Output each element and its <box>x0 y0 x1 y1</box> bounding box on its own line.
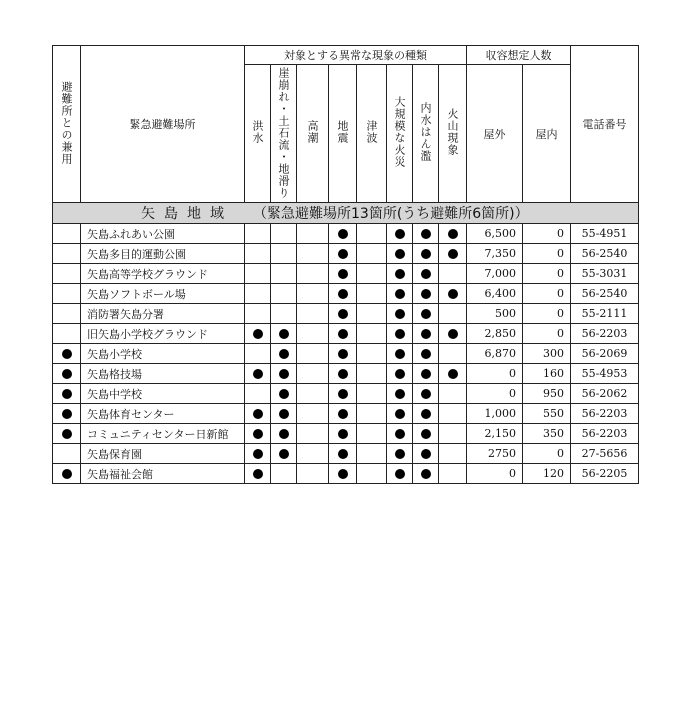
marker-dot <box>338 269 348 279</box>
hazard-cell <box>329 244 357 264</box>
marker-dot <box>395 409 405 419</box>
marker-dot <box>421 349 431 359</box>
marker-dot <box>421 429 431 439</box>
hazard-cell <box>245 264 271 284</box>
hazard-cell <box>271 404 297 424</box>
hazard-cell <box>297 224 329 244</box>
outdoor-header: 屋外 <box>467 65 523 203</box>
hazard-cell <box>271 364 297 384</box>
site-name: 矢島中学校 <box>81 384 245 404</box>
hazard-cell <box>271 264 297 284</box>
hazard-cell <box>271 304 297 324</box>
hazard-cell <box>329 324 357 344</box>
hazard-cell <box>329 344 357 364</box>
hazard-cell <box>271 284 297 304</box>
hazard-cell <box>439 324 467 344</box>
hazard-cell <box>245 384 271 404</box>
site-name: 消防署矢島分署 <box>81 304 245 324</box>
marker-dot <box>62 389 72 399</box>
indoor-capacity: 300 <box>523 344 571 364</box>
marker-dot <box>253 449 263 459</box>
table-row <box>53 324 639 344</box>
hazard-cell <box>387 344 413 364</box>
hazard-cell <box>439 224 467 244</box>
marker-dot <box>395 469 405 479</box>
marker-dot <box>448 369 458 379</box>
hazard-cell <box>439 404 467 424</box>
marker-dot <box>395 289 405 299</box>
hazard-cell <box>329 404 357 424</box>
hazard-cell <box>245 344 271 364</box>
hazard-cell <box>387 404 413 424</box>
marker-dot <box>395 369 405 379</box>
site-name: 矢島福祉会館 <box>81 464 245 484</box>
hazard-cell <box>413 244 439 264</box>
site-name: 矢島体育センター <box>81 404 245 424</box>
phone-number: 56-2540 <box>571 244 639 264</box>
hazard-cell <box>439 344 467 364</box>
hazard-cell <box>413 264 439 284</box>
hazard-cell <box>297 284 329 304</box>
hazard-cell <box>329 464 357 484</box>
hazard-cell <box>357 244 387 264</box>
region-row <box>53 203 639 224</box>
marker-dot <box>62 369 72 379</box>
outdoor-capacity: 7,350 <box>467 244 523 264</box>
marker-dot <box>421 289 431 299</box>
hazard-cell <box>245 444 271 464</box>
marker-dot <box>279 369 289 379</box>
marker-dot <box>395 329 405 339</box>
phone-number: 56-2203 <box>571 424 639 444</box>
hazard-cell <box>297 304 329 324</box>
hazard-cell <box>245 304 271 324</box>
site-name: 矢島多目的運動公園 <box>81 244 245 264</box>
phone-number: 56-2205 <box>571 464 639 484</box>
hazard-cell <box>329 264 357 284</box>
hazard-cell <box>271 224 297 244</box>
indoor-capacity: 120 <box>523 464 571 484</box>
hazard-cell <box>387 304 413 324</box>
phone-header: 電話番号 <box>571 46 639 203</box>
hazard-cell <box>387 284 413 304</box>
marker-dot <box>338 389 348 399</box>
hazard-cell <box>357 424 387 444</box>
hazard-cell <box>439 364 467 384</box>
hazard-cell <box>413 304 439 324</box>
table-row <box>53 344 639 364</box>
hazard-cell <box>413 284 439 304</box>
hazard-cell <box>357 284 387 304</box>
shared-shelter-cell <box>53 424 81 444</box>
shared-shelter-header: 避難所との兼用 <box>53 46 81 203</box>
phone-number: 56-2203 <box>571 404 639 424</box>
marker-dot <box>279 429 289 439</box>
hazard-cell <box>297 244 329 264</box>
hazard-cell <box>413 384 439 404</box>
hazard-cell <box>245 464 271 484</box>
table-row <box>53 424 639 444</box>
table-row <box>53 464 639 484</box>
marker-dot <box>421 469 431 479</box>
marker-dot <box>448 329 458 339</box>
shared-shelter-cell <box>53 264 81 284</box>
phone-number: 56-2069 <box>571 344 639 364</box>
marker-dot <box>279 349 289 359</box>
marker-dot <box>279 449 289 459</box>
marker-dot <box>253 469 263 479</box>
hazard-cell <box>329 224 357 244</box>
phone-number: 55-2111 <box>571 304 639 324</box>
marker-dot <box>62 409 72 419</box>
hazard-cell <box>413 224 439 244</box>
marker-dot <box>421 329 431 339</box>
hazard-cell <box>329 284 357 304</box>
hazard-cell <box>413 324 439 344</box>
hazard-cell <box>439 464 467 484</box>
hazard-cell <box>357 444 387 464</box>
hazard-cell <box>357 364 387 384</box>
hazard-header-landslide: 崖崩れ・土石流・地滑り <box>271 65 297 203</box>
hazard-cell <box>245 324 271 344</box>
marker-dot <box>338 329 348 339</box>
site-name: 矢島ソフトボール場 <box>81 284 245 304</box>
marker-dot <box>62 469 72 479</box>
indoor-capacity: 550 <box>523 404 571 424</box>
marker-dot <box>421 409 431 419</box>
indoor-capacity: 0 <box>523 264 571 284</box>
capacity-group-header: 収容想定人数 <box>467 46 571 65</box>
hazard-cell <box>439 244 467 264</box>
phone-number: 56-2062 <box>571 384 639 404</box>
site-name: 矢島保育園 <box>81 444 245 464</box>
marker-dot <box>395 349 405 359</box>
hazard-cell <box>271 384 297 404</box>
hazard-cell <box>413 444 439 464</box>
marker-dot <box>395 309 405 319</box>
table-row <box>53 304 639 324</box>
outdoor-capacity: 2,850 <box>467 324 523 344</box>
indoor-capacity: 0 <box>523 224 571 244</box>
outdoor-capacity: 6,870 <box>467 344 523 364</box>
shared-shelter-cell <box>53 304 81 324</box>
shared-shelter-cell <box>53 224 81 244</box>
indoor-capacity: 160 <box>523 364 571 384</box>
hazard-cell <box>329 364 357 384</box>
hazard-cell <box>297 464 329 484</box>
shared-shelter-cell <box>53 464 81 484</box>
hazard-cell <box>329 424 357 444</box>
hazard-header-flood: 洪水 <box>245 65 271 203</box>
hazard-cell <box>387 264 413 284</box>
indoor-capacity: 0 <box>523 324 571 344</box>
hazard-cell <box>439 444 467 464</box>
hazard-cell <box>329 384 357 404</box>
hazard-cell <box>297 424 329 444</box>
marker-dot <box>395 269 405 279</box>
hazard-cell <box>297 344 329 364</box>
hazard-cell <box>357 404 387 424</box>
shared-shelter-cell <box>53 404 81 424</box>
indoor-capacity: 350 <box>523 424 571 444</box>
outdoor-capacity: 0 <box>467 364 523 384</box>
hazard-cell <box>387 224 413 244</box>
table-row <box>53 224 639 244</box>
shared-shelter-cell <box>53 384 81 404</box>
hazard-cell <box>413 404 439 424</box>
hazard-cell <box>297 324 329 344</box>
indoor-capacity: 0 <box>523 244 571 264</box>
phone-number: 56-2540 <box>571 284 639 304</box>
marker-dot <box>421 249 431 259</box>
marker-dot <box>395 429 405 439</box>
region-note: （緊急避難場所13箇所(うち避難所6箇所)） <box>253 206 529 222</box>
hazard-cell <box>439 264 467 284</box>
hazard-cell <box>387 244 413 264</box>
hazard-cell <box>271 324 297 344</box>
hazard-cell <box>387 384 413 404</box>
hazard-cell <box>357 344 387 364</box>
hazard-cell <box>271 344 297 364</box>
hazard-header-tsunami: 津波 <box>357 65 387 203</box>
outdoor-capacity: 0 <box>467 384 523 404</box>
site-name: 矢島小学校 <box>81 344 245 364</box>
hazard-cell <box>413 464 439 484</box>
hazard-cell <box>439 304 467 324</box>
site-name: 矢島ふれあい公園 <box>81 224 245 244</box>
marker-dot <box>253 369 263 379</box>
marker-dot <box>338 469 348 479</box>
marker-dot <box>421 369 431 379</box>
hazard-cell <box>413 344 439 364</box>
shared-shelter-cell <box>53 364 81 384</box>
marker-dot <box>395 449 405 459</box>
site-name: 矢島格技場 <box>81 364 245 384</box>
hazard-cell <box>329 444 357 464</box>
hazard-cell <box>245 364 271 384</box>
outdoor-capacity: 7,000 <box>467 264 523 284</box>
phone-number: 56-2203 <box>571 324 639 344</box>
shared-shelter-cell <box>53 444 81 464</box>
marker-dot <box>448 289 458 299</box>
outdoor-capacity: 2,150 <box>467 424 523 444</box>
hazard-header-inland-flood: 内水はん濫 <box>413 65 439 203</box>
hazard-cell <box>271 464 297 484</box>
marker-dot <box>338 249 348 259</box>
hazard-cell <box>387 464 413 484</box>
hazard-cell <box>357 464 387 484</box>
phone-number: 27-5656 <box>571 444 639 464</box>
marker-dot <box>338 229 348 239</box>
evacuation-sites-table <box>52 45 639 484</box>
hazard-header-earthquake: 地震 <box>329 65 357 203</box>
marker-dot <box>338 429 348 439</box>
hazard-cell <box>297 444 329 464</box>
marker-dot <box>62 429 72 439</box>
hazard-cell <box>245 404 271 424</box>
hazard-cell <box>245 284 271 304</box>
hazard-cell <box>439 284 467 304</box>
hazard-cell <box>271 424 297 444</box>
marker-dot <box>448 229 458 239</box>
marker-dot <box>395 249 405 259</box>
outdoor-capacity: 0 <box>467 464 523 484</box>
hazard-header-large-fire: 大規模な火災 <box>387 65 413 203</box>
hazard-cell <box>271 244 297 264</box>
marker-dot <box>338 309 348 319</box>
marker-dot <box>253 329 263 339</box>
marker-dot <box>448 249 458 259</box>
hazard-cell <box>329 304 357 324</box>
site-name: 旧矢島小学校グラウンド <box>81 324 245 344</box>
table-row <box>53 284 639 304</box>
hazard-cell <box>387 444 413 464</box>
table-row <box>53 244 639 264</box>
outdoor-capacity: 6,500 <box>467 224 523 244</box>
marker-dot <box>62 349 72 359</box>
hazard-cell <box>387 364 413 384</box>
table-row <box>53 364 639 384</box>
shared-shelter-cell <box>53 244 81 264</box>
phone-number: 55-3031 <box>571 264 639 284</box>
marker-dot <box>395 229 405 239</box>
hazard-cell <box>245 424 271 444</box>
marker-dot <box>338 449 348 459</box>
hazard-cell <box>357 304 387 324</box>
hazard-cell <box>297 404 329 424</box>
indoor-capacity: 0 <box>523 444 571 464</box>
phone-number: 55-4953 <box>571 364 639 384</box>
hazard-cell <box>357 324 387 344</box>
hazard-cell <box>297 384 329 404</box>
marker-dot <box>421 229 431 239</box>
indoor-capacity: 0 <box>523 284 571 304</box>
shared-shelter-cell <box>53 344 81 364</box>
outdoor-capacity: 6,400 <box>467 284 523 304</box>
table-row <box>53 264 639 284</box>
outdoor-capacity: 2750 <box>467 444 523 464</box>
indoor-header: 屋内 <box>523 65 571 203</box>
marker-dot <box>279 409 289 419</box>
hazard-cell <box>413 364 439 384</box>
hazard-cell <box>439 384 467 404</box>
marker-dot <box>421 309 431 319</box>
hazard-header-volcano: 火山現象 <box>439 65 467 203</box>
marker-dot <box>338 409 348 419</box>
outdoor-capacity: 500 <box>467 304 523 324</box>
hazard-cell <box>387 424 413 444</box>
hazard-cell <box>357 264 387 284</box>
hazard-cell <box>271 444 297 464</box>
hazard-cell <box>297 364 329 384</box>
table-row <box>53 384 639 404</box>
marker-dot <box>279 329 289 339</box>
hazard-cell <box>245 244 271 264</box>
site-name: コミュニティセンター日新館 <box>81 424 245 444</box>
region-name: 矢島地域 <box>141 206 233 222</box>
hazard-cell <box>357 384 387 404</box>
indoor-capacity: 950 <box>523 384 571 404</box>
hazard-cell <box>357 224 387 244</box>
table-row <box>53 444 639 464</box>
phone-number: 55-4951 <box>571 224 639 244</box>
marker-dot <box>253 429 263 439</box>
marker-dot <box>395 389 405 399</box>
marker-dot <box>338 349 348 359</box>
hazard-cell <box>245 224 271 244</box>
hazard-cell <box>439 424 467 444</box>
table-row <box>53 404 639 424</box>
indoor-capacity: 0 <box>523 304 571 324</box>
marker-dot <box>338 369 348 379</box>
outdoor-capacity: 1,000 <box>467 404 523 424</box>
hazard-cell <box>387 324 413 344</box>
hazard-header-storm-surge: 高潮 <box>297 65 329 203</box>
hazard-cell <box>413 424 439 444</box>
marker-dot <box>421 449 431 459</box>
shared-shelter-cell <box>53 284 81 304</box>
site-header: 緊急避難場所 <box>81 46 245 203</box>
shared-shelter-cell <box>53 324 81 344</box>
marker-dot <box>338 289 348 299</box>
marker-dot <box>421 269 431 279</box>
marker-dot <box>279 389 289 399</box>
hazard-cell <box>297 264 329 284</box>
hazard-group-header: 対象とする異常な現象の種類 <box>245 46 467 65</box>
marker-dot <box>253 409 263 419</box>
marker-dot <box>421 389 431 399</box>
site-name: 矢島高等学校グラウンド <box>81 264 245 284</box>
